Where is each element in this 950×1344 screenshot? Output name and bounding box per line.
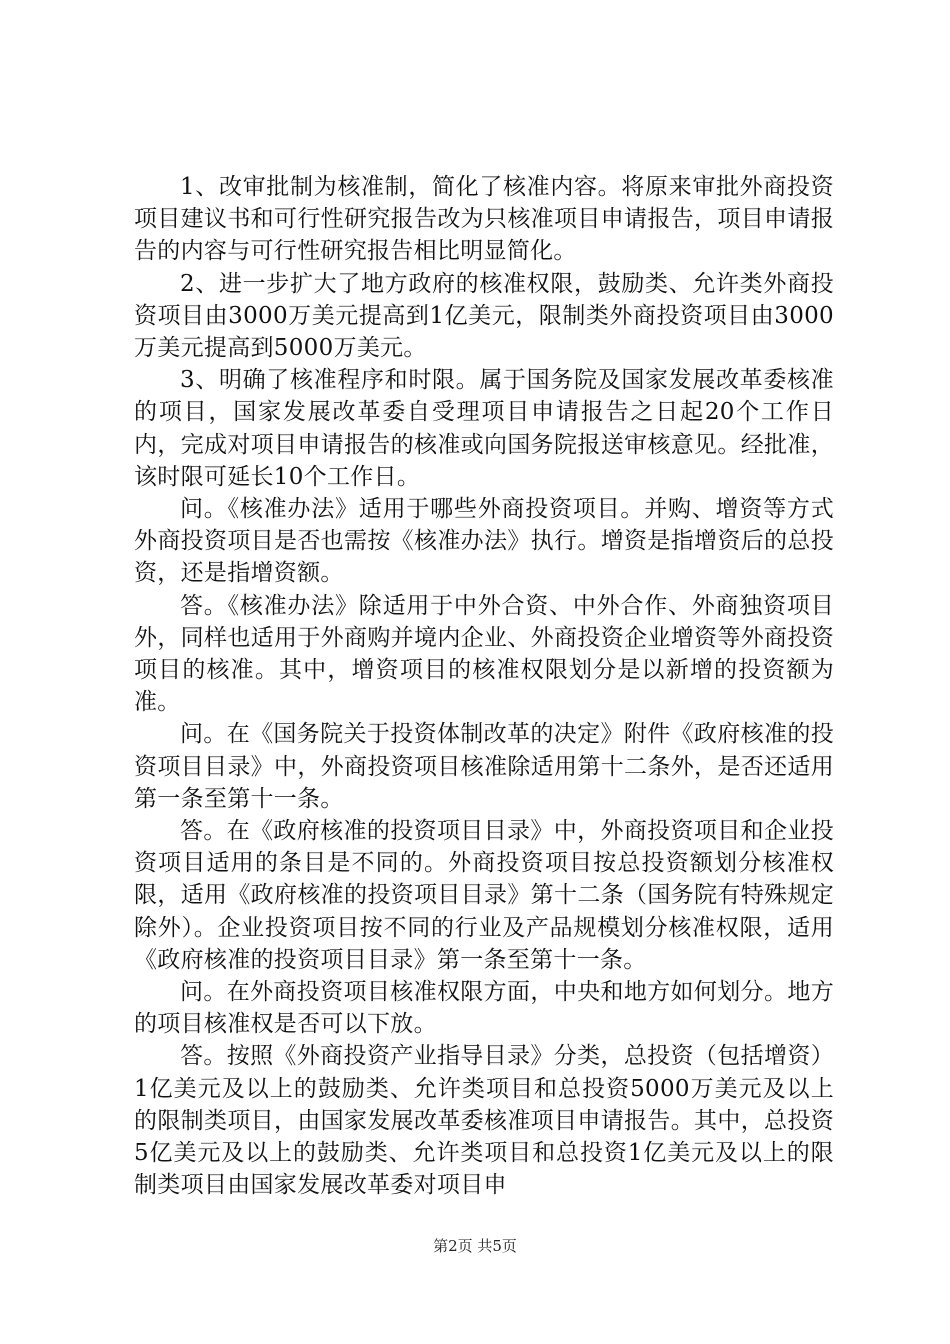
- paragraph-approval-system: 1、改审批制为核准制，简化了核准内容。将原来审批外商投资项目建议书和可行性研究报告改为只核准项目申请报告，项目申请报告的内容与可行性研究报告相比明显简化。: [134, 174, 834, 265]
- question-central-local: 问。在外商投资项目核准权限方面，中央和地方如何划分。地方的项目核准权是否可以下放。: [134, 979, 834, 1038]
- paragraph-local-authority: 2、进一步扩大了地方政府的核准权限，鼓励类、允许类外商投资项目由3000万美元提高到1亿美元，限制类外商投资项目由3000万美元提高到5000万美元。: [134, 270, 834, 362]
- question-scope: 问。《核准办法》适用于哪些外商投资项目。并购、增资等方式外商投资项目是否也需按《核准办法》执行。增资是指增资后的总投资，还是指增资额。: [134, 496, 834, 587]
- answer-scope: 答。《核准办法》除适用于中外合资、中外合作、外商独资项目外，同样也适用于外商购并境内企业、外商投资企业增资等外商投资项目的核准。其中，增资项目的核准权限划分是以新增的投资额为准。: [134, 592, 834, 716]
- answer-catalog-articles: 答。在《政府核准的投资项目目录》中，外商投资项目和企业投资项目适用的条目是不同的。外商投资项目按总投资额划分核准权限，适用《政府核准的投资项目目录》第十二条（国务院有特殊规定除外）。企业投资项目按不同的行业及产品规模划分核准权限，适用《政府核准的投资项目目录》第一条至第十一条。: [134, 818, 834, 973]
- page-number-footer: 第2页 共5页: [433, 1237, 517, 1255]
- document-body: [134, 171, 834, 1202]
- question-catalog-articles: 问。在《国务院关于投资体制改革的决定》附件《政府核准的投资项目目录》中，外商投资项目核准除适用第十二条外，是否还适用第一条至第十一条。: [134, 721, 834, 812]
- paragraph-procedure-timeline: 3、明确了核准程序和时限。属于国务院及国家发展改革委核准的项目，国家发展改革委自受理项目申请报告之日起20个工作日内，完成对项目申请报告的核准或向国务院报送审核意见。经批准，该时限可延长10个工作日。: [134, 367, 834, 490]
- answer-central-local: 答。按照《外商投资产业指导目录》分类，总投资（包括增资）1亿美元及以上的鼓励类、允许类项目和总投资5000万美元及以上的限制类项目，由国家发展改革委核准项目申请报告。其中，总投资5亿美元及以上的鼓励类、允许类项目和总投资1亿美元及以上的限制类项目由国家发展改革委对项目申: [134, 1043, 834, 1199]
